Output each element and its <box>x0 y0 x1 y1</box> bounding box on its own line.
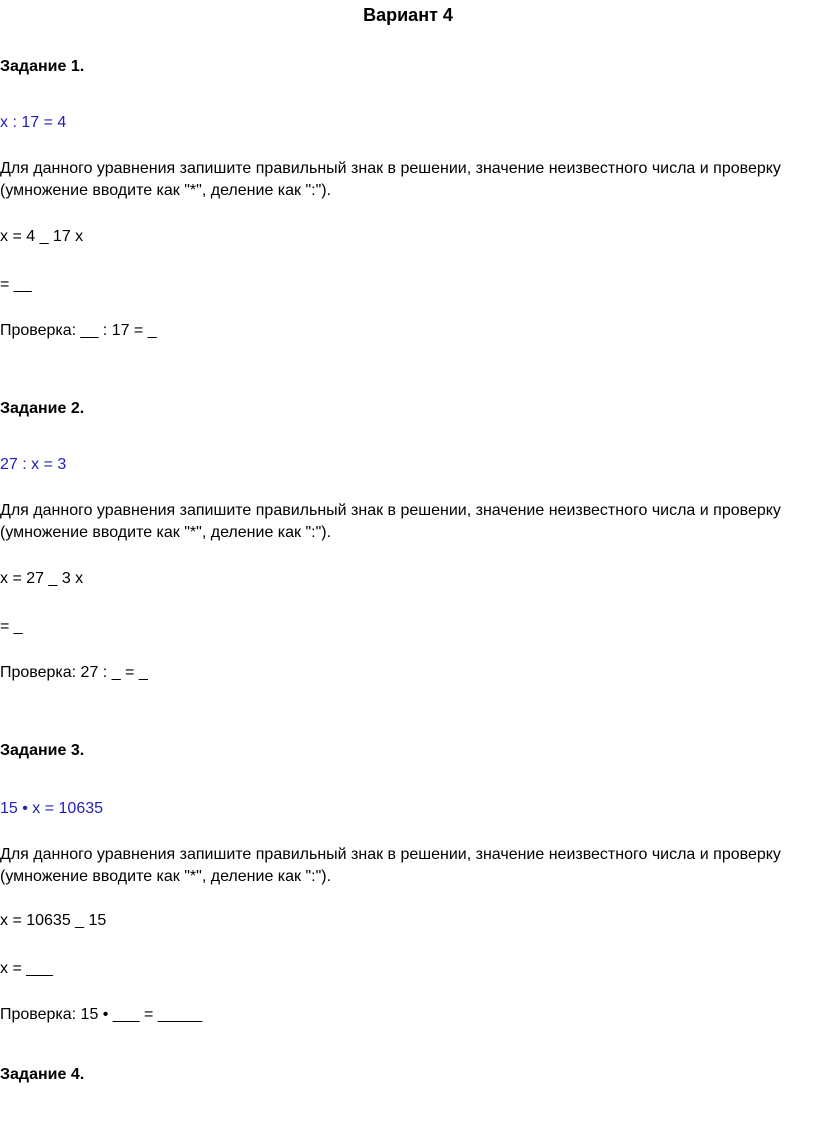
task-2-instruction: Для данного уравнения запишите правильный знак в решении, значение неизвестного числа и проверку (умножение вводите как "*", деление как ":"). <box>0 502 781 541</box>
task-2-equation: 27 : x = 3 <box>0 456 67 473</box>
task-3-value-line: x = ___ <box>0 960 53 977</box>
task-3-heading: Задание 3. <box>0 742 85 759</box>
task-3-equation: 15 • x = 10635 <box>0 800 104 817</box>
task-1-value-line: = __ <box>0 276 32 293</box>
task-2-heading: Задание 2. <box>0 400 85 417</box>
task-2-value-line: = _ <box>0 618 23 635</box>
task-2-check-line: Проверка: 27 : _ = _ <box>0 664 148 681</box>
task-3-instruction: Для данного уравнения запишите правильный знак в решении, значение неизвестного числа и проверку (умножение вводите как "*", деление как ":"). <box>0 846 781 885</box>
task-4-heading: Задание 4. <box>0 1066 85 1083</box>
task-1-heading: Задание 1. <box>0 58 85 75</box>
page-title: Вариант 4 <box>363 5 453 25</box>
task-1-equation: x : 17 = 4 <box>0 114 67 131</box>
task-2-solution-line: x = 27 _ 3 x <box>0 570 84 587</box>
task-1-instruction: Для данного уравнения запишите правильный знак в решении, значение неизвестного числа и проверку (умножение вводите как "*", деление как ":"). <box>0 160 781 199</box>
task-1-check-line: Проверка: __ : 17 = _ <box>0 322 157 339</box>
task-1-solution-line: x = 4 _ 17 x <box>0 228 84 245</box>
task-3-check-line: Проверка: 15 • ___ = _____ <box>0 1006 203 1023</box>
task-3-solution-line: x = 10635 _ 15 <box>0 912 107 929</box>
